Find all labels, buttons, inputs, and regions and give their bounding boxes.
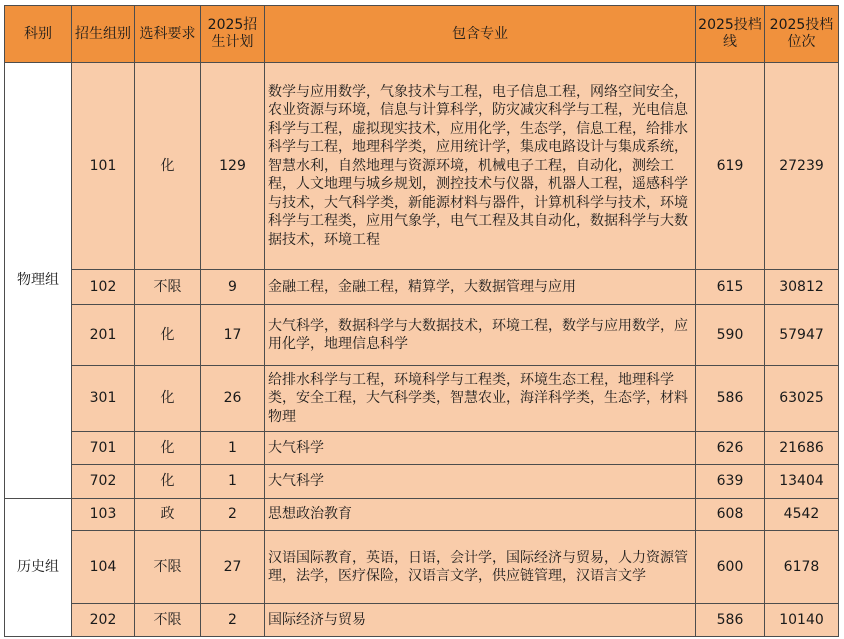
score-cell: 590 xyxy=(696,305,765,366)
majors-cell: 大气科学，数据科学与大数据技术，环境工程，数学与应用数学，应用化学，地理信息科学 xyxy=(265,305,696,366)
majors-cell: 大气科学 xyxy=(265,465,696,499)
requirement-cell: 化 xyxy=(135,305,201,366)
plan-cell: 1 xyxy=(201,465,265,499)
table-row xyxy=(5,499,839,531)
score-cell: 586 xyxy=(696,604,765,637)
requirement-cell: 化 xyxy=(135,432,201,465)
group-cell: 301 xyxy=(72,366,135,432)
header-row xyxy=(5,6,839,63)
rank-cell: 10140 xyxy=(765,604,839,637)
score-cell: 600 xyxy=(696,531,765,604)
plan-cell: 27 xyxy=(201,531,265,604)
group-cell: 104 xyxy=(72,531,135,604)
table-row xyxy=(5,366,839,432)
majors-cell: 汉语国际教育，英语，日语，会计学，国际经济与贸易，人力资源管理，法学，医疗保险，汉语言文学，供应链管理，汉语言文学 xyxy=(265,531,696,604)
rank-cell: 57947 xyxy=(765,305,839,366)
group-cell: 103 xyxy=(72,499,135,531)
plan-cell: 9 xyxy=(201,270,265,305)
subject-physics: 物理组 xyxy=(5,63,72,499)
group-cell: 101 xyxy=(72,63,135,270)
table-row xyxy=(5,305,839,366)
header-plan: 2025招生计划 xyxy=(201,6,265,63)
header-subject: 科别 xyxy=(5,6,72,63)
requirement-cell: 不限 xyxy=(135,604,201,637)
majors-cell: 思想政治教育 xyxy=(265,499,696,531)
plan-cell: 17 xyxy=(201,305,265,366)
header-score: 2025投档线 xyxy=(696,6,765,63)
majors-cell: 金融工程，金融工程，精算学，大数据管理与应用 xyxy=(265,270,696,305)
score-cell: 586 xyxy=(696,366,765,432)
rank-cell: 6178 xyxy=(765,531,839,604)
rank-cell: 27239 xyxy=(765,63,839,270)
requirement-cell: 化 xyxy=(135,366,201,432)
majors-cell: 给排水科学与工程，环境科学与工程类，环境生态工程，地理科学类，安全工程，大气科学类，智慧农业，海洋科学类，生态学，材料物理 xyxy=(265,366,696,432)
group-cell: 701 xyxy=(72,432,135,465)
table-row xyxy=(5,63,839,270)
subject-history: 历史组 xyxy=(5,499,72,637)
score-cell: 615 xyxy=(696,270,765,305)
rank-cell: 63025 xyxy=(765,366,839,432)
requirement-cell: 不限 xyxy=(135,270,201,305)
plan-cell: 2 xyxy=(201,499,265,531)
header-requirement: 选科要求 xyxy=(135,6,201,63)
majors-cell: 数学与应用数学，气象技术与工程，电子信息工程，网络空间安全，农业资源与环境，信息与计算科学，防灾减灾科学与工程，光电信息科学与工程，虚拟现实技术，应用化学，生态学，信息工程，给排水科学与工程，地理科学类，应用统计学，集成电路设计与集成系统，智慧水利，自然地理与资源环境，机械电子工程，自动化，测绘工程，人文地理与城乡规划，测控技术与仪器，机器人工程，遥感科学与技术，大气科学类，新能源材料与器件，计算机科学与技术，环境科学与工程类，应用气象学，电气工程及其自动化，数据科学与大数据技术，环境工程 xyxy=(265,63,696,270)
score-cell: 619 xyxy=(696,63,765,270)
table-row xyxy=(5,531,839,604)
header-group: 招生组别 xyxy=(72,6,135,63)
plan-cell: 2 xyxy=(201,604,265,637)
requirement-cell: 化 xyxy=(135,63,201,270)
rank-cell: 21686 xyxy=(765,432,839,465)
plan-cell: 26 xyxy=(201,366,265,432)
score-cell: 626 xyxy=(696,432,765,465)
header-rank: 2025投档位次 xyxy=(765,6,839,63)
rank-cell: 4542 xyxy=(765,499,839,531)
group-cell: 702 xyxy=(72,465,135,499)
header-majors: 包含专业 xyxy=(265,6,696,63)
requirement-cell: 不限 xyxy=(135,531,201,604)
admission-table xyxy=(4,5,839,637)
requirement-cell: 化 xyxy=(135,465,201,499)
majors-cell: 大气科学 xyxy=(265,432,696,465)
score-cell: 608 xyxy=(696,499,765,531)
table-row xyxy=(5,432,839,465)
majors-cell: 国际经济与贸易 xyxy=(265,604,696,637)
requirement-cell: 政 xyxy=(135,499,201,531)
rank-cell: 13404 xyxy=(765,465,839,499)
group-cell: 102 xyxy=(72,270,135,305)
group-cell: 202 xyxy=(72,604,135,637)
group-cell: 201 xyxy=(72,305,135,366)
plan-cell: 1 xyxy=(201,432,265,465)
table-row xyxy=(5,465,839,499)
table-row xyxy=(5,604,839,637)
score-cell: 639 xyxy=(696,465,765,499)
plan-cell: 129 xyxy=(201,63,265,270)
rank-cell: 30812 xyxy=(765,270,839,305)
table-row xyxy=(5,270,839,305)
